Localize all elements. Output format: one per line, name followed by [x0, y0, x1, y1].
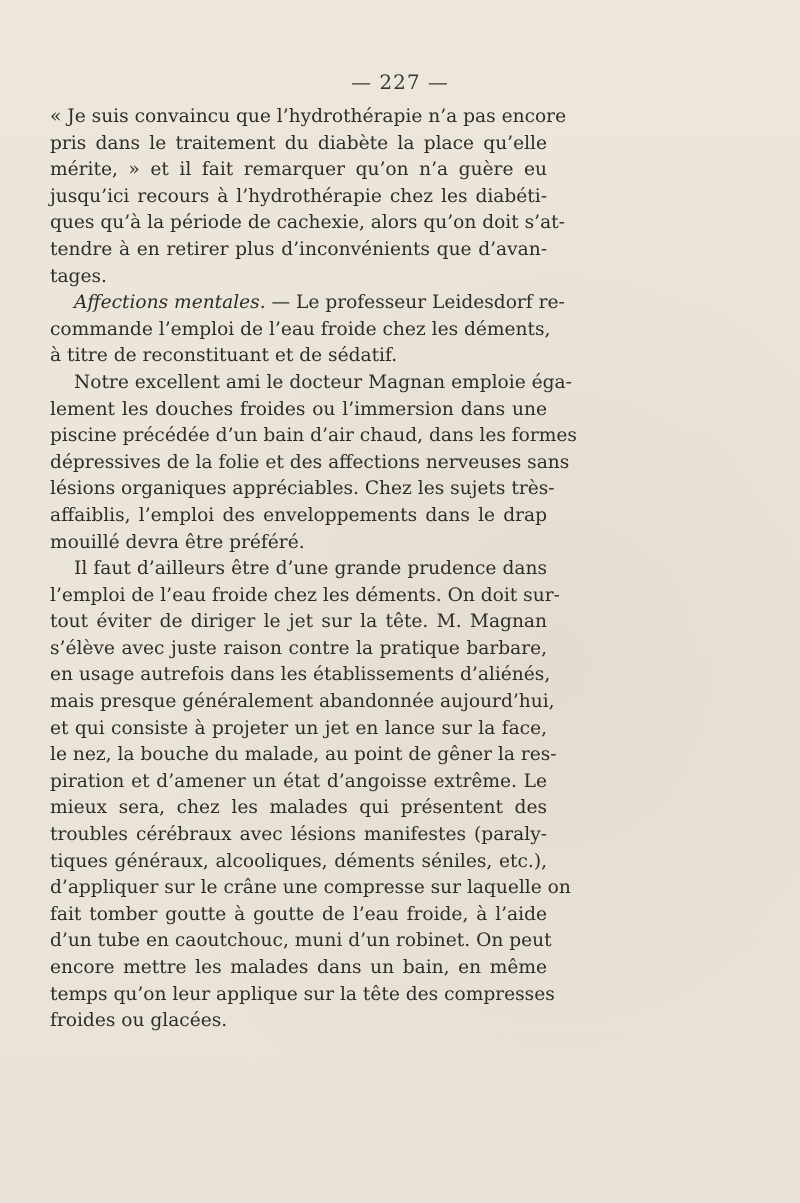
text-line [50, 131, 547, 158]
text-line-content: affaiblis, l’emploi des enveloppements dans le drap [50, 504, 547, 526]
text-line-content: tout éviter de diriger le jet sur la tête. M. Magnan [50, 611, 547, 633]
text-line-content: ques qu’à la période de cachexie, alors qu’on doit s’at- [50, 212, 565, 234]
text-line-content: l’emploi de l’eau froide chez les déments. On doit sur- [50, 584, 560, 606]
text-line-content: commande l’emploi de l’eau froide chez les déments, [50, 318, 551, 340]
text-line-content: d’un tube en caoutchouc, muni d’un robinet. On peut [50, 930, 552, 952]
body-text [50, 104, 577, 1035]
text-line-content: lésions organiques appréciables. Chez les sujets très- [50, 478, 555, 500]
text-line [50, 370, 572, 397]
text-line-content: « Je suis convaincu que l’hydrothérapie n’a pas encore [50, 106, 567, 127]
text-line [50, 875, 571, 902]
text-line-content: tages. [50, 265, 107, 287]
text-line [50, 104, 567, 131]
text-line [50, 157, 547, 184]
text-line [50, 317, 551, 344]
text-line [50, 716, 547, 743]
text-line-content: tiques généraux, alcooliques, déments séniles, etc.), [50, 850, 547, 872]
text-line [50, 556, 547, 583]
text-line [50, 689, 555, 716]
text-line [50, 476, 555, 503]
text-line [50, 450, 570, 477]
text-line-content: lement les douches froides ou l’immersion dans une [50, 398, 547, 420]
text-line-content: à titre de reconstituant et de sédatif. [50, 345, 398, 367]
text-line-content: jusqu’ici recours à l’hydrothérapie chez les diabéti- [50, 185, 547, 207]
text-line [50, 742, 557, 769]
text-line [50, 237, 547, 264]
text-line-content: mouillé devra être préféré. [50, 531, 305, 553]
text-line-content: piscine précédée d’un bain d’air chaud, dans les formes [50, 425, 577, 447]
text-line [50, 343, 547, 370]
text-line-content: Notre excellent ami le docteur Magnan emploie éga- [74, 371, 572, 393]
text-line [50, 503, 547, 530]
text-line-content: mais presque généralement abandonnée aujourd’hui, [50, 691, 555, 713]
text-line [50, 184, 547, 211]
text-line-content: en usage autrefois dans les établissements d’aliénés, [50, 664, 551, 686]
text-line [50, 583, 560, 610]
text-line [50, 795, 547, 822]
text-line [50, 662, 551, 689]
text-line-content: mérite, » et il fait remarquer qu’on n’a guère eu [50, 159, 547, 181]
text-line-content: pris dans le traitement du diabète la place qu’elle [50, 132, 547, 154]
text-line-content: temps qu’on leur applique sur la tête des compresses [50, 983, 555, 1005]
text-line-content: froides ou glacées. [50, 1010, 228, 1032]
text-line-content: le nez, la bouche du malade, au point de gêner la res- [50, 744, 557, 766]
text-line [50, 423, 577, 450]
text-line-content: fait tomber goutte à goutte de l’eau froide, à l’aide [50, 903, 547, 925]
text-line [50, 1008, 547, 1035]
section-heading: Affections mentales. [74, 292, 266, 314]
text-line-content: troubles cérébraux avec lésions manifestes (paraly- [50, 824, 547, 846]
text-line [50, 609, 547, 636]
text-line [50, 397, 547, 424]
text-line [50, 902, 547, 929]
text-line-content: d’appliquer sur le crâne une compresse sur laquelle on [50, 877, 571, 899]
text-line-content: piration et d’amener un état d’angoisse extrême. Le [50, 770, 547, 792]
text-line-content: — Le professeur Leidesdorf re- [265, 292, 565, 314]
text-line [50, 290, 565, 317]
text-line [50, 955, 547, 982]
page-number: — 227 — [351, 70, 449, 94]
text-line [50, 822, 547, 849]
text-line [50, 928, 552, 955]
text-line-content: Il faut d’ailleurs être d’une grande prudence dans [74, 558, 547, 580]
text-line-content: encore mettre les malades dans un bain, en même [50, 957, 547, 978]
text-line [50, 530, 547, 557]
text-line [50, 849, 547, 876]
text-line-content: dépressives de la folie et des affections nerveuses sans [50, 451, 570, 473]
text-line-content: mieux sera, chez les malades qui présentent des [50, 797, 547, 819]
text-line [50, 264, 547, 291]
text-line [50, 210, 565, 237]
text-line [50, 636, 547, 663]
text-line [50, 769, 547, 796]
text-line-content: tendre à en retirer plus d’inconvénients que d’avan- [50, 238, 547, 260]
text-line-content: et qui consiste à projeter un jet en lance sur la face, [50, 717, 547, 739]
text-line-content: s’élève avec juste raison contre la pratique barbare, [50, 637, 547, 659]
text-line [50, 982, 555, 1009]
